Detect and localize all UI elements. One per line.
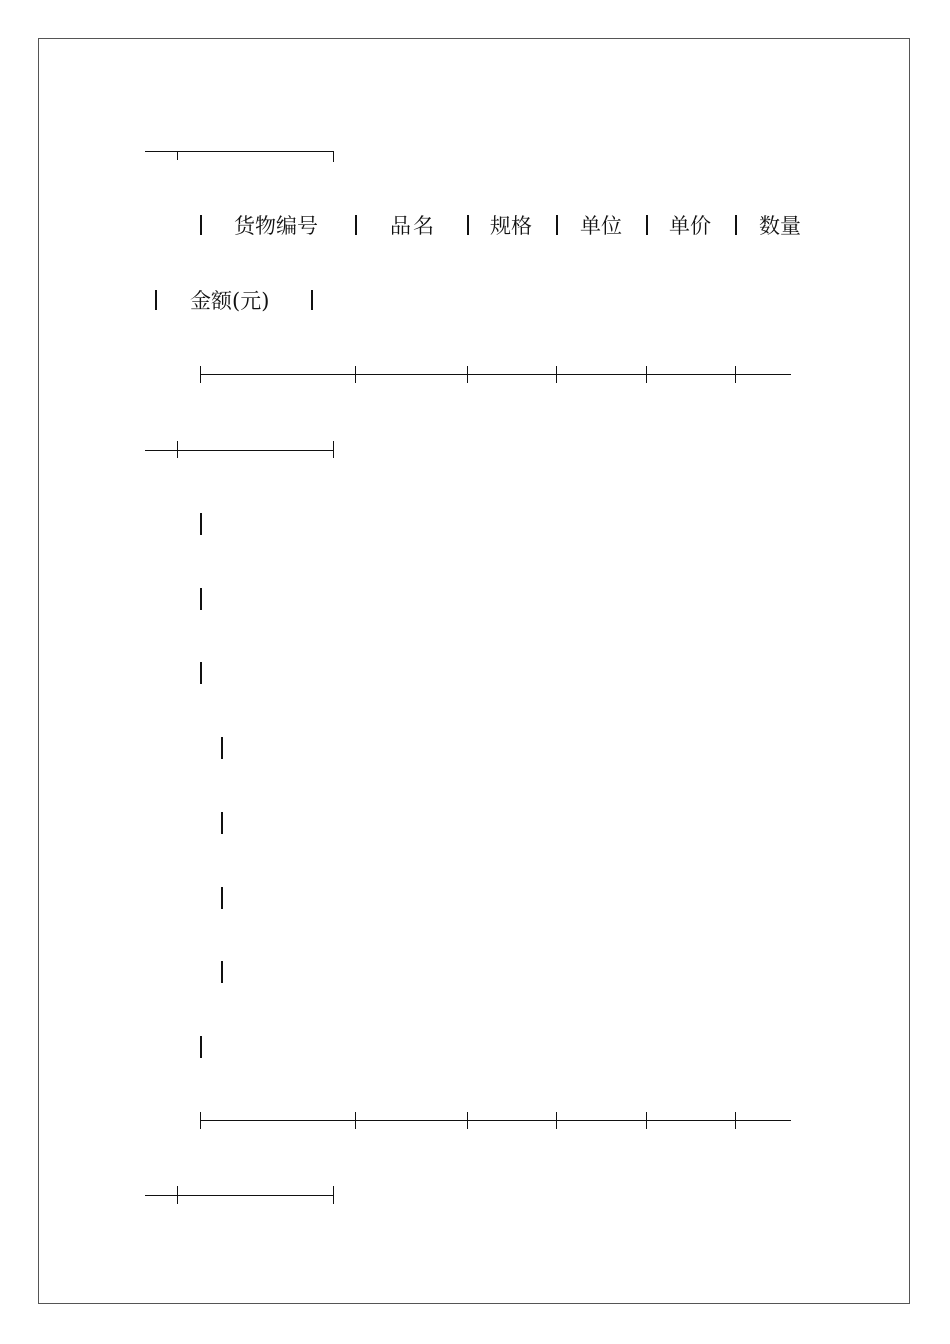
- table-row: [200, 1036, 202, 1058]
- table-row: [200, 662, 202, 684]
- table-row: [221, 812, 223, 834]
- header-cell-goods-id: 货物编号: [234, 214, 318, 238]
- header-cell-quantity: 数量: [759, 214, 801, 238]
- table-row: [200, 513, 202, 535]
- header-cell-name: 品名: [390, 214, 436, 238]
- header-cell-spec: 规格: [490, 214, 532, 238]
- table-row: [221, 737, 223, 759]
- table-row: [221, 887, 223, 909]
- header-cell-unit-price: 单价: [669, 214, 711, 238]
- header-cell-amount: 金额(元): [190, 289, 270, 313]
- table-row: [221, 961, 223, 983]
- header-cell-unit: 单位: [580, 214, 622, 238]
- table-row: [200, 588, 202, 610]
